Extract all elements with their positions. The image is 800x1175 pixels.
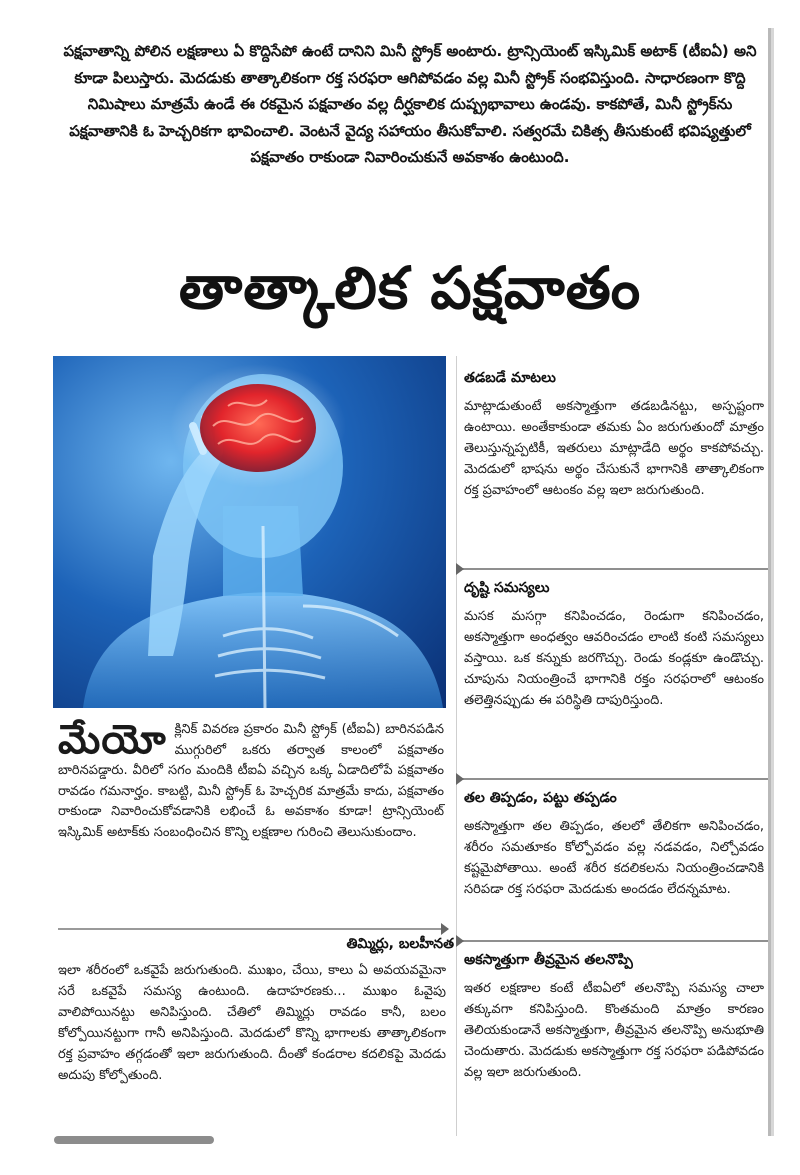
numbness-heading: తిమ్మిర్లు, బలహీనత xyxy=(346,936,454,952)
speech-body: మాట్లాడుతుంటే అకస్మాత్తుగా తడబడినట్టు, అస్పష్టంగా ఉంటాయి. అంతేకాకుండా తమకు ఏం జరుగుతుందో మాత్రం తెలుస్తున్నప్పటికీ, ఇతరులు మాట్లాడేది అర్థం కాకపోవచ్చు. మెదడులో భాషను అర్థం చేసుకునే భాగానికి తాత్కాలికంగా రక్త ప్రవాహంలో ఆటంకం వల్ల ఇలా జరుగుతుంది. xyxy=(464,399,764,498)
numbness-body: ఇలా శరీరంలో ఒకవైపే జరుగుతుంది. ముఖం, చేయి, కాలు ఏ అవయవమైనా సరే ఒకవైపే సమస్య ఉంటుంది. ఉదాహరణకు... ముఖం ఓవైపు వాలిపోయినట్టు అనిపిస్తుంది. చేతిలో తిమ్మిర్లు రావడం కానీ, బలం కోల్పోయినట్టుగా గానీ అనిపిస్తుంది. మెదడులో కొన్ని భాగాలకు తాత్కాలికంగా రక్త ప్రవాహం తగ్గడంతో ఇలా జరుగుతుంది. దీంతో కండరాల కదలికపై మెదడు అదుపు కోల్పోతుంది. xyxy=(58,963,446,1083)
vision-body: మసక మసగ్గా కనిపించడం, రెండుగా కనిపించడం, అకస్మాత్తుగా అంధత్వం ఆవరించడం లాంటి కంటి సమస్యలు వస్తాయి. ఒక కన్నుకు జరగొచ్చు. రెండు కండ్లకూ ఉండొచ్చు. చూపును నియంత్రించే భాగానికి రక్తం సరఫరాలో ఆటంకం తలెత్తినప్పుడు ఈ పరిస్థితి దాపురిస్తుంది. xyxy=(464,609,764,708)
newspaper-page xyxy=(52,28,771,1136)
vision-heading: దృష్టి సమస్యలు xyxy=(464,580,550,596)
headache-heading: అకస్మాత్తుగా తీవ్రమైన తలనొప్పి xyxy=(464,952,633,968)
speech-heading: తడబడే మాటలు xyxy=(464,370,556,386)
dizziness-heading: తల తిప్పడం, పట్టు తప్పడం xyxy=(464,790,617,806)
brain-illustration xyxy=(53,356,446,708)
right-divider-2-arrow-icon xyxy=(456,773,464,785)
column-rail xyxy=(456,356,457,1136)
right-divider-1 xyxy=(456,568,768,570)
right-divider-2 xyxy=(456,778,768,780)
intro-paragraph: పక్షవాతాన్ని పోలిన లక్షణాలు ఏ కొద్దిసేపో ఉంటే దానిని మినీ స్ట్రోక్ అంటారు. ట్రాన్సియెంట్ ఇస్కిమిక్ అటాక్ (టీఐఏ) అని కూడా పిలుస్తారు. మెదడుకు తాత్కాలికంగా రక్త సరఫరా ఆగిపోవడం వల్ల మినీ స్ట్రోక్ సంభవిస్తుంది. సాధారణంగా కొద్ది నిమిషాలు మాత్రమే ఉండే ఈ రకమైన పక్షవాతం వల్ల దీర్ఘకాలిక దుష్ప్రభావాలు ఉండవు. కాకపోతే, మినీ స్ట్రోక్‌ను పక్షవాతానికి ఓ హెచ్చరికగా భావించాలి. వెంటనే వైద్య సహాయం తీసుకోవాలి. సత్వరమే చికిత్స తీసుకుంటే భవిష్యత్తులో పక్షవాతం రాకుండా నివారించుకునే అవకాశం ఉంటుంది. xyxy=(63,42,757,167)
dizziness-body: అకస్మాత్తుగా తల తిప్పడం, తలలో తేలికగా అనిపించడం, శరీరం సమతూకం కోల్పోవడం వల్ల నడవడం, నిల్చోవడం కష్టమైపోతాయి. అంటే శరీర కదలికలను నియంత్రించడానికి సరిపడా రక్త సరఫరా మెదడుకు అందడం లేదన్నమాట. xyxy=(464,819,764,897)
left-divider xyxy=(58,928,448,930)
left-divider-arrow-icon xyxy=(441,923,449,935)
article-title: తాత్కాలిక పక్షవాతం xyxy=(178,254,642,322)
mayo-text: క్లినిక్ వివరణ ప్రకారం మినీ స్ట్రోక్ (టీఐఏ) బారినపడిన ముగ్గురిలో ఒకరు తర్వాత కాలంలో పక్షవాతం బారినపడ్డారు. వీరిలో సగం మందికి టీఐఏ వచ్చిన ఒక్క ఏడాదిలోపే పక్షవాతం రావడం గమనార్హం. కాబట్టి, మినీ స్ట్రోక్ ఓ హెచ్చరిక మాత్రమే కాదు, పక్షవాతం రాకుండా నివారించుకోవడానికి లభించే ఓ అవకాశం కూడా! ట్రాన్సియెంట్ ఇస్కిమిక్ అటాక్‌కు సంబంధించిన కొన్ని లక్షణాల గురించి తెలుసుకుందాం. xyxy=(58,722,444,840)
mayo-paragraph xyxy=(58,717,444,844)
brain-figure-svg xyxy=(53,356,446,708)
right-divider-3 xyxy=(456,940,768,942)
mayo-dropcap: మేయో xyxy=(58,717,167,763)
headache-body: ఇతర లక్షణాల కంటే టీఐఏలో తలనొప్పి సమస్య చాలా తక్కువగా కనిపిస్తుంది. కొంతమంది మాత్రం కారణం తెలియకుండానే అకస్మాత్తుగా, తీవ్రమైన తలనొప్పి అనుభూతి చెందుతారు. మెదడుకు అకస్మాత్తుగా రక్త సరఫరా పడిపోవడం వల్ల ఇలా జరుగుతుంది. xyxy=(464,981,764,1080)
right-divider-3-arrow-icon xyxy=(456,935,464,947)
right-divider-1-arrow-icon xyxy=(456,563,464,575)
horizontal-scrollbar[interactable] xyxy=(54,1136,214,1144)
